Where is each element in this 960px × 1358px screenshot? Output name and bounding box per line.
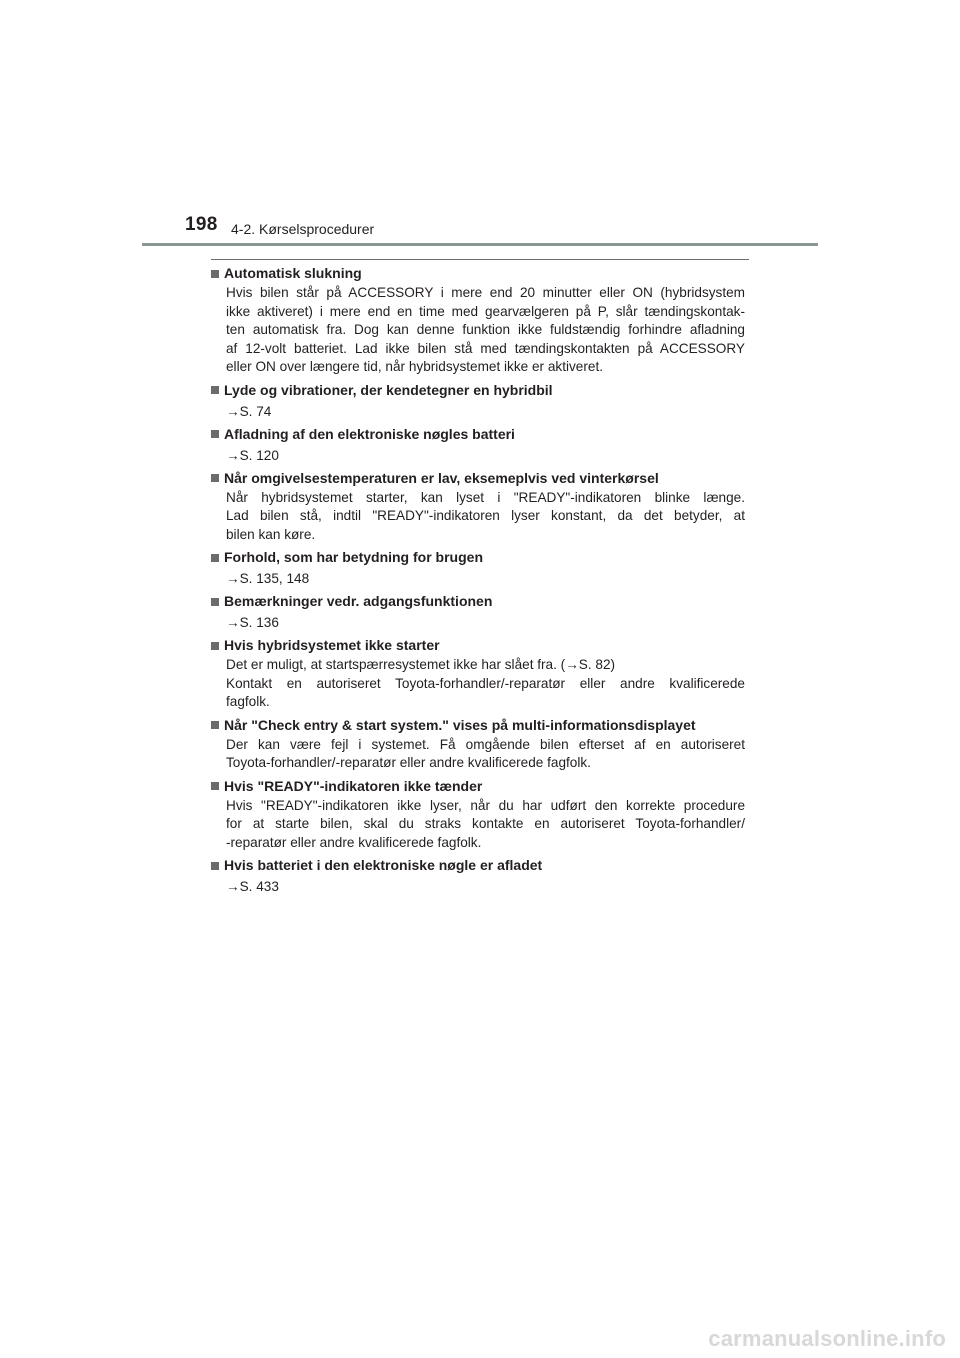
page-reference-text: S. 135, 148: [239, 571, 310, 586]
section-body: [226, 489, 745, 545]
section-heading-text: Afladning af den elektroniske nøgles batteri: [224, 425, 515, 442]
body-line: ten automatisk fra. Dog kan denne funktion ikke fuldstændig forhindre afladning: [226, 322, 745, 337]
page-reference-text: S. 120: [239, 447, 279, 463]
body-line: eller ON over længere tid, når hybridsystemet ikke er aktiveret.: [226, 359, 603, 374]
page-reference: [226, 569, 745, 588]
section: [211, 592, 745, 632]
square-bullet-icon: [211, 721, 219, 729]
section-heading: [211, 548, 745, 567]
square-bullet-icon: [211, 386, 219, 394]
section-heading: [211, 777, 745, 796]
arrow-right-icon: →: [226, 879, 240, 894]
body-line: ikke aktiveret) i mere end en time med gearvælgeren på P, slår tændingskontak-: [226, 303, 745, 319]
body-line: af 12-volt batteriet. Lad ikke bilen stå med tændingskontakten på ACCESSORY: [226, 340, 745, 356]
body-line: Hvis bilen står på ACCESSORY i mere end 20 minutter eller ON (hybridsystem: [226, 285, 745, 300]
section-heading-text: Lyde og vibrationer, der kendetegner en hybridbil: [224, 381, 553, 398]
section-heading: [211, 469, 745, 488]
body-line: Det er muligt, at startspærresystemet ikke har slået fra. (→S. 82): [226, 657, 616, 672]
body-line: Toyota-forhandler/-reparatør eller andre kvalificerede fagfolk.: [226, 755, 591, 770]
section: [211, 425, 745, 465]
body-line: Hvis "READY"-indikatoren ikke lyser, når du har udført den korrekte procedure: [226, 797, 745, 813]
square-bullet-icon: [211, 270, 219, 278]
section-body: [226, 736, 745, 773]
arrow-right-icon: →: [226, 571, 240, 586]
page-reference-text: S. 74: [239, 403, 272, 419]
section-heading-text: Automatisk slukning: [224, 265, 362, 281]
arrow-right-icon: →: [226, 403, 240, 419]
section-heading: [211, 636, 745, 655]
section-heading-text: Hvis hybridsystemet ikke starter: [224, 637, 440, 653]
page-reference: [226, 877, 745, 896]
body-line: Kontakt en autoriseret Toyota-forhandler/-reparatør eller andre kvalificerede: [226, 675, 745, 691]
section-heading-text: Bemærkninger vedr. adgangsfunktionen: [224, 593, 493, 609]
section: [211, 856, 745, 896]
section: [211, 716, 745, 773]
section: [211, 636, 745, 712]
square-bullet-icon: [211, 430, 219, 438]
section-heading: [211, 264, 745, 283]
chapter-title: 4-2. Kørselsprocedurer: [231, 221, 375, 237]
section-heading-text: Forhold, som har betydning for brugen: [224, 549, 483, 565]
square-bullet-icon: [211, 862, 219, 870]
page-reference: [226, 446, 745, 465]
page-reference: [226, 613, 745, 632]
section: [211, 381, 745, 421]
section-heading: [211, 592, 745, 611]
body-line: -reparatør eller andre kvalificerede fagfolk.: [226, 834, 482, 850]
arrow-right-icon: →: [226, 447, 240, 463]
watermark: carmanualsonline.info: [708, 1326, 946, 1351]
section-heading: [211, 381, 745, 400]
section-body: [226, 284, 745, 377]
content: [211, 264, 745, 900]
arrow-right-icon: →: [226, 615, 240, 630]
body-line: for at starte bilen, skal du straks kontakte en autoriseret Toyota-forhandler/: [226, 816, 745, 831]
section: [211, 777, 745, 853]
body-line: Der kan være fejl i systemet. Få omgående bilen efterset af en autoriseret: [226, 736, 745, 752]
content-rule: [211, 259, 749, 260]
section-heading-text: Når "Check entry & start system." vises på multi-informationsdisplayet: [224, 716, 696, 733]
section-heading-text: Når omgivelsestemperaturen er lav, eksemeplvis ved vinterkørsel: [224, 469, 659, 486]
page-reference-text: S. 433: [239, 879, 279, 894]
header-rule: [142, 243, 818, 246]
section-heading-text: Hvis batteriet i den elektroniske nøgle er afladet: [224, 857, 543, 873]
section-body: [226, 656, 745, 712]
body-line: Når hybridsystemet starter, kan lyset i "READY"-indikatoren blinke længe.: [226, 489, 745, 505]
body-line: fagfolk.: [226, 694, 270, 709]
square-bullet-icon: [211, 642, 219, 650]
square-bullet-icon: [211, 554, 219, 562]
section-heading: [211, 716, 745, 735]
square-bullet-icon: [211, 474, 219, 482]
page-number: 198: [185, 214, 218, 235]
section: [211, 548, 745, 588]
body-line: bilen kan køre.: [226, 526, 316, 542]
page-reference-text: S. 136: [239, 615, 279, 630]
page-reference: [226, 402, 745, 421]
section-body: [226, 797, 745, 853]
body-line: Lad bilen stå, indtil "READY"-indikatoren lyser konstant, da det betyder, at: [226, 508, 745, 523]
square-bullet-icon: [211, 782, 219, 790]
section: [211, 469, 745, 545]
section: [211, 264, 745, 377]
section-heading-text: Hvis "READY"-indikatoren ikke tænder: [224, 777, 483, 794]
section-heading: [211, 856, 745, 875]
square-bullet-icon: [211, 598, 219, 606]
section-heading: [211, 425, 745, 444]
